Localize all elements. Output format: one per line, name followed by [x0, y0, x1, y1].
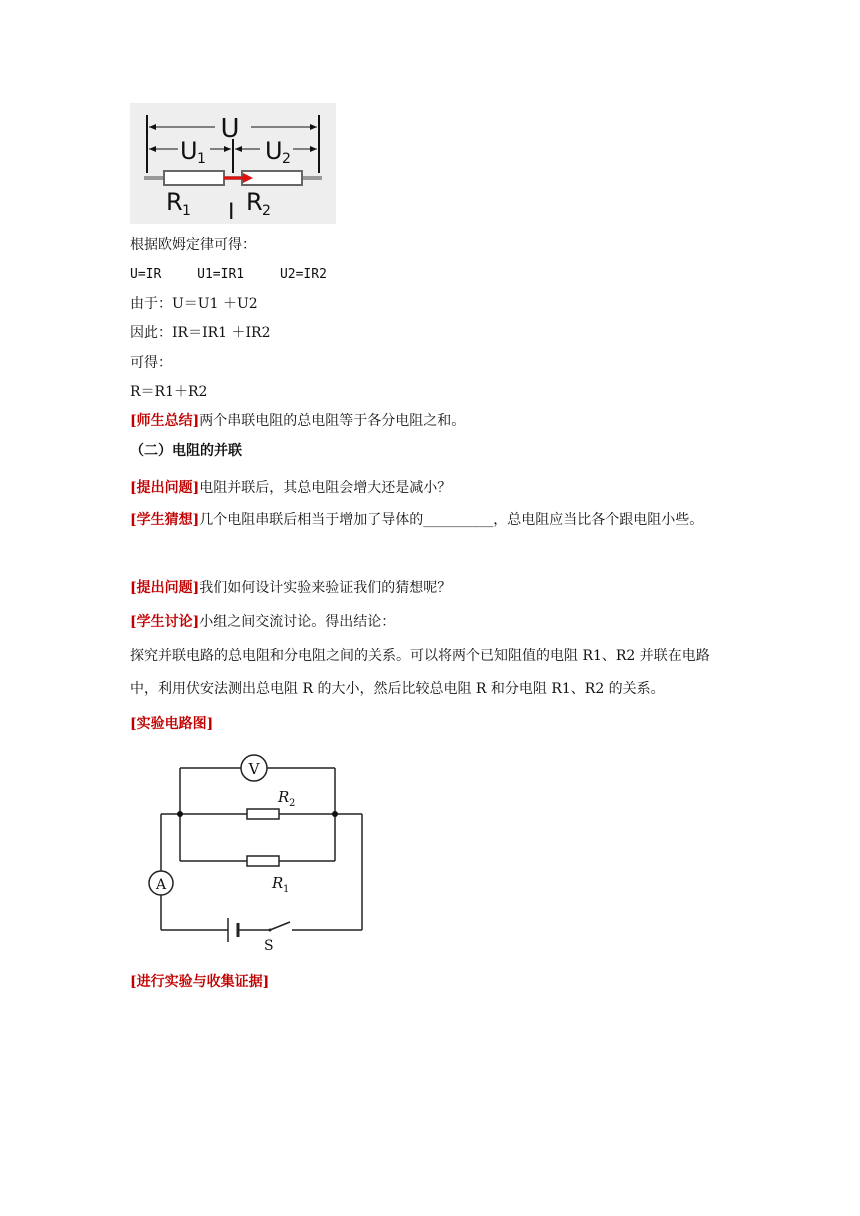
- guess-blank: __________: [423, 512, 494, 528]
- experiment-heading: [进行实验与收集证据]: [130, 974, 270, 990]
- since-line: 由于：U＝U1 ＋U2: [130, 296, 258, 312]
- result-line: R＝R1＋R2: [130, 384, 208, 400]
- guess-text-before: 几个电阻串联后相当于增加了导体的: [199, 512, 424, 528]
- label-r1: R: [166, 188, 183, 216]
- explore-paragraph: 探究并联电路的总电阻和分电阻之间的关系。可以将两个已知阻值的电阻 R1、R2 并联在电路中，利用伏安法测出总电阻 R 的大小，然后比较总电阻 R 和分电阻 R1、R2 的关系。: [130, 648, 710, 697]
- r1-sub: 1: [283, 884, 290, 895]
- summary-tag: [师生总结]: [130, 413, 200, 429]
- discussion-tag: [学生讨论]: [130, 614, 200, 630]
- guess-paragraph: [130, 504, 730, 537]
- question2-tag: [提出问题]: [130, 580, 200, 596]
- series-resistor-diagram: [130, 103, 336, 224]
- discussion-text: 小组之间交流讨论。得出结论：: [199, 614, 396, 630]
- resistor-r1: [247, 856, 279, 866]
- label-r1-sub: 1: [182, 203, 191, 219]
- parallel-circuit-diagram: [130, 750, 370, 956]
- label-r2: R: [246, 188, 263, 216]
- r2-sub: 2: [289, 798, 296, 809]
- question1-tag: [提出问题]: [130, 480, 200, 496]
- r2-label: R: [278, 788, 290, 806]
- label-u2: U: [265, 137, 283, 165]
- therefore-line: 因此：IR＝IR1 ＋IR2: [130, 325, 271, 341]
- discussion-line: [130, 612, 395, 632]
- guess-text-after: ，总电阻应当比各个跟电阻小些。: [493, 512, 704, 528]
- switch-label: S: [264, 938, 274, 954]
- resistor-r2: [247, 809, 279, 819]
- equation-row: [130, 265, 327, 285]
- eq-u2: U2=IR2: [279, 267, 327, 282]
- question1-text: 电阻并联后，其总电阻会增大还是减小？: [199, 480, 452, 496]
- r1-label: R: [272, 874, 284, 892]
- voltmeter-label: V: [248, 760, 260, 778]
- section-title: （二）电阻的并联: [130, 443, 242, 459]
- question2-text: 我们如何设计实验来验证我们的猜想呢？: [199, 580, 452, 596]
- eq-u1: U1=IR1: [197, 267, 245, 282]
- label-r2-sub: 2: [262, 203, 271, 219]
- resistor-r1: [164, 171, 224, 185]
- junction-right: [332, 811, 338, 817]
- ammeter-label: A: [155, 877, 167, 893]
- label-u2-sub: 2: [282, 151, 291, 167]
- label-u1: U: [180, 137, 198, 165]
- question1-line: [130, 478, 451, 498]
- switch-pivot: [269, 929, 272, 932]
- circuit-heading: [实验电路图]: [130, 716, 214, 732]
- summary-text: 两个串联电阻的总电阻等于各分电阻之和。: [199, 413, 466, 429]
- junction-left: [177, 811, 183, 817]
- label-u: U: [220, 114, 240, 144]
- label-i: I: [228, 200, 235, 224]
- label-u1-sub: 1: [197, 151, 206, 167]
- summary-line: [130, 411, 465, 431]
- ohm-intro: 根据欧姆定律可得：: [130, 237, 256, 253]
- eq-u: U=IR: [130, 267, 162, 282]
- obtain-line: 可得：: [130, 355, 172, 371]
- guess-tag: [学生猜想]: [130, 512, 200, 528]
- question2-line: [130, 578, 451, 598]
